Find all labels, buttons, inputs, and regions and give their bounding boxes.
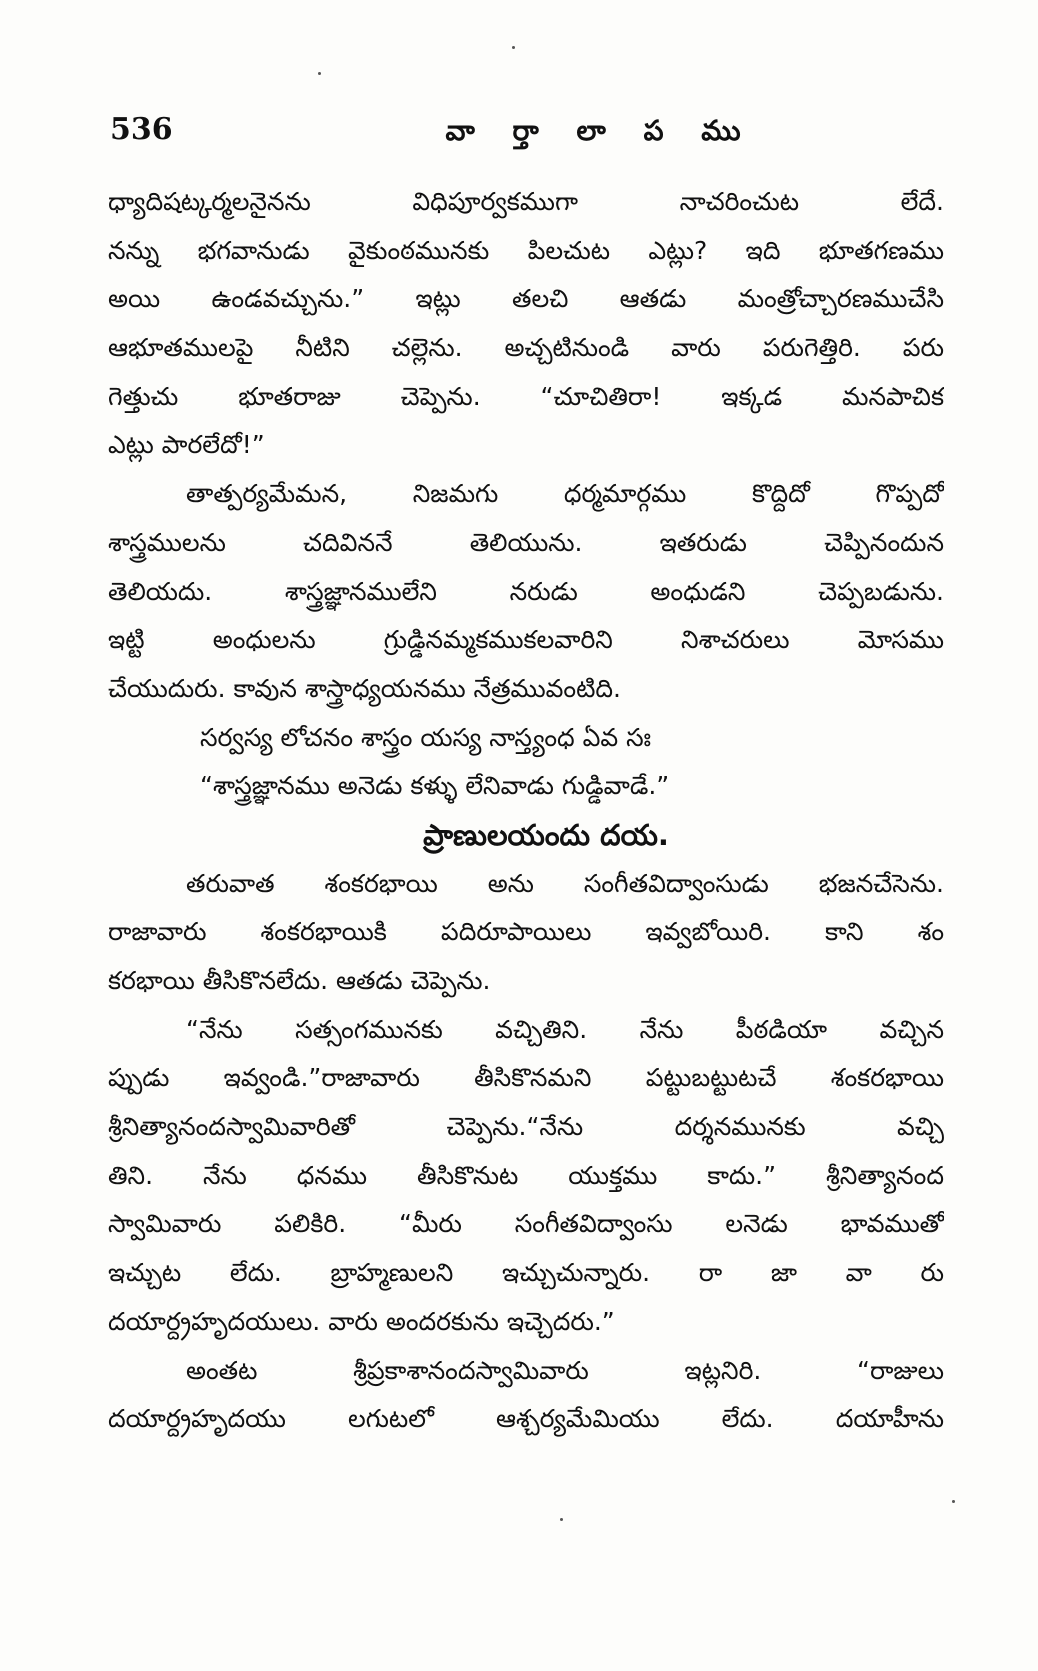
text-line: స్వామివారు పలికిరి. “మీరు సంగీతవిద్వాంసు లనెడు భావముతో [108, 1209, 944, 1239]
scan-speck [560, 1518, 563, 1521]
page-number: 536 [110, 112, 173, 147]
paragraph-first-line: “నేను సత్సంగమునకు వచ్చితిని. నేను పీఠడియా వచ్చిన [186, 1014, 944, 1044]
text-line: కరభాయి తీసికొనలేదు. ఆతడు చెప్పెను. [108, 966, 491, 995]
scan-speck [512, 46, 515, 49]
text-line: తెలియదు. శాస్త్రజ్ఞానములేని నరుడు అంధుడని చెప్పబడును. [108, 576, 944, 606]
text-line: ఆభూతములపై నీటిని చల్లెను. అచ్చటినుండి వారు పరుగెత్తిరి. పరు [108, 333, 944, 363]
page-header [110, 112, 940, 162]
sanskrit-verse: సర్వస్య లోచనం శాస్త్రం యస్య నాస్త్యంధ ఏవ సః [200, 722, 652, 752]
section-heading: ప్రాణులయందు దయ. [423, 817, 669, 852]
text-line: ఇచ్చుట లేదు. బ్రాహ్మణులని ఇచ్చుచున్నారు. రా జా వా రు [108, 1258, 944, 1288]
text-line: ఇట్టి అంధులను గ్రుడ్డినమ్మకముకలవారిని నిశాచరులు మోసము [108, 625, 944, 655]
text-line: గెత్తుచు భూతరాజు చెప్పెను. “చూచితిరా! ఇక్కడ మనపాచిక [108, 381, 944, 411]
scan-speck [952, 1500, 955, 1503]
text-line: చేయుదురు. కావున శాస్త్రాధ్యయనము నేత్రమువంటిది. [108, 673, 621, 703]
text-line: నన్ను భగవానుడు వైకుంఠమునకు పిలచుట ఎట్లు? ఇది భూతగణము [108, 235, 944, 265]
paragraph-first-line: అంతట శ్రీప్రకాశానందస్వామివారు ఇట్లనిరి. “రాజులు [186, 1355, 944, 1385]
body-text [108, 178, 944, 1444]
text-line: దయార్ద్రహృదయులు. వారు అందరకును ఇచ్చెదరు.” [108, 1306, 615, 1336]
text-line: శ్రీనిత్యానందస్వామివారితో చెప్పెను.“నేను దర్శనమునకు వచ్చి [108, 1112, 944, 1142]
text-line: శాస్త్రములను చదివిననే తెలియును. ఇతరుడు చెప్పినందున [108, 527, 944, 557]
paragraph-first-line: తరువాత శంకరభాయి అను సంగీతవిద్వాంసుడు భజనచేసెను. [186, 868, 944, 898]
scan-speck [318, 72, 321, 75]
verse-translation: “శాస్త్రజ్ఞానము అనెడు కళ్ళు లేనివాడు గుడ్డివాడే.” [200, 771, 670, 801]
paragraph-first-line: తాత్పర్యమేమన, నిజమగు ధర్మమార్గము కొద్దిదో గొప్పదో [186, 479, 944, 509]
text-line: ప్పుడు ఇవ్వండి.”రాజావారు తీసికొనమని పట్టుబట్టుటచే శంకరభాయి [108, 1063, 944, 1093]
text-line: తిని. నేను ధనము తీసికొనుట యుక్తము కాదు.” శ్రీనిత్యానంద [108, 1160, 944, 1190]
text-line: ధ్యాదిషట్కర్మలనైనను విధిపూర్వకముగా నాచరించుట లేదే. [108, 187, 944, 216]
text-line: ఎట్లు పారలేదో!” [108, 430, 265, 460]
running-title: వా ర్తా లా ప ము [445, 114, 755, 147]
text-line: దయార్ద్రహృదయు లగుటలో ఆశ్చర్యమేమియు లేదు. దయాహీను [108, 1404, 944, 1434]
text-line: రాజావారు శంకరభాయికి పదిరూపాయిలు ఇవ్వబోయిరి. కాని శం [108, 917, 944, 947]
text-line: అయి ఉండవచ్చును.” ఇట్లు తలచి ఆతడు మంత్రోచ్చారణముచేసి [108, 284, 944, 314]
